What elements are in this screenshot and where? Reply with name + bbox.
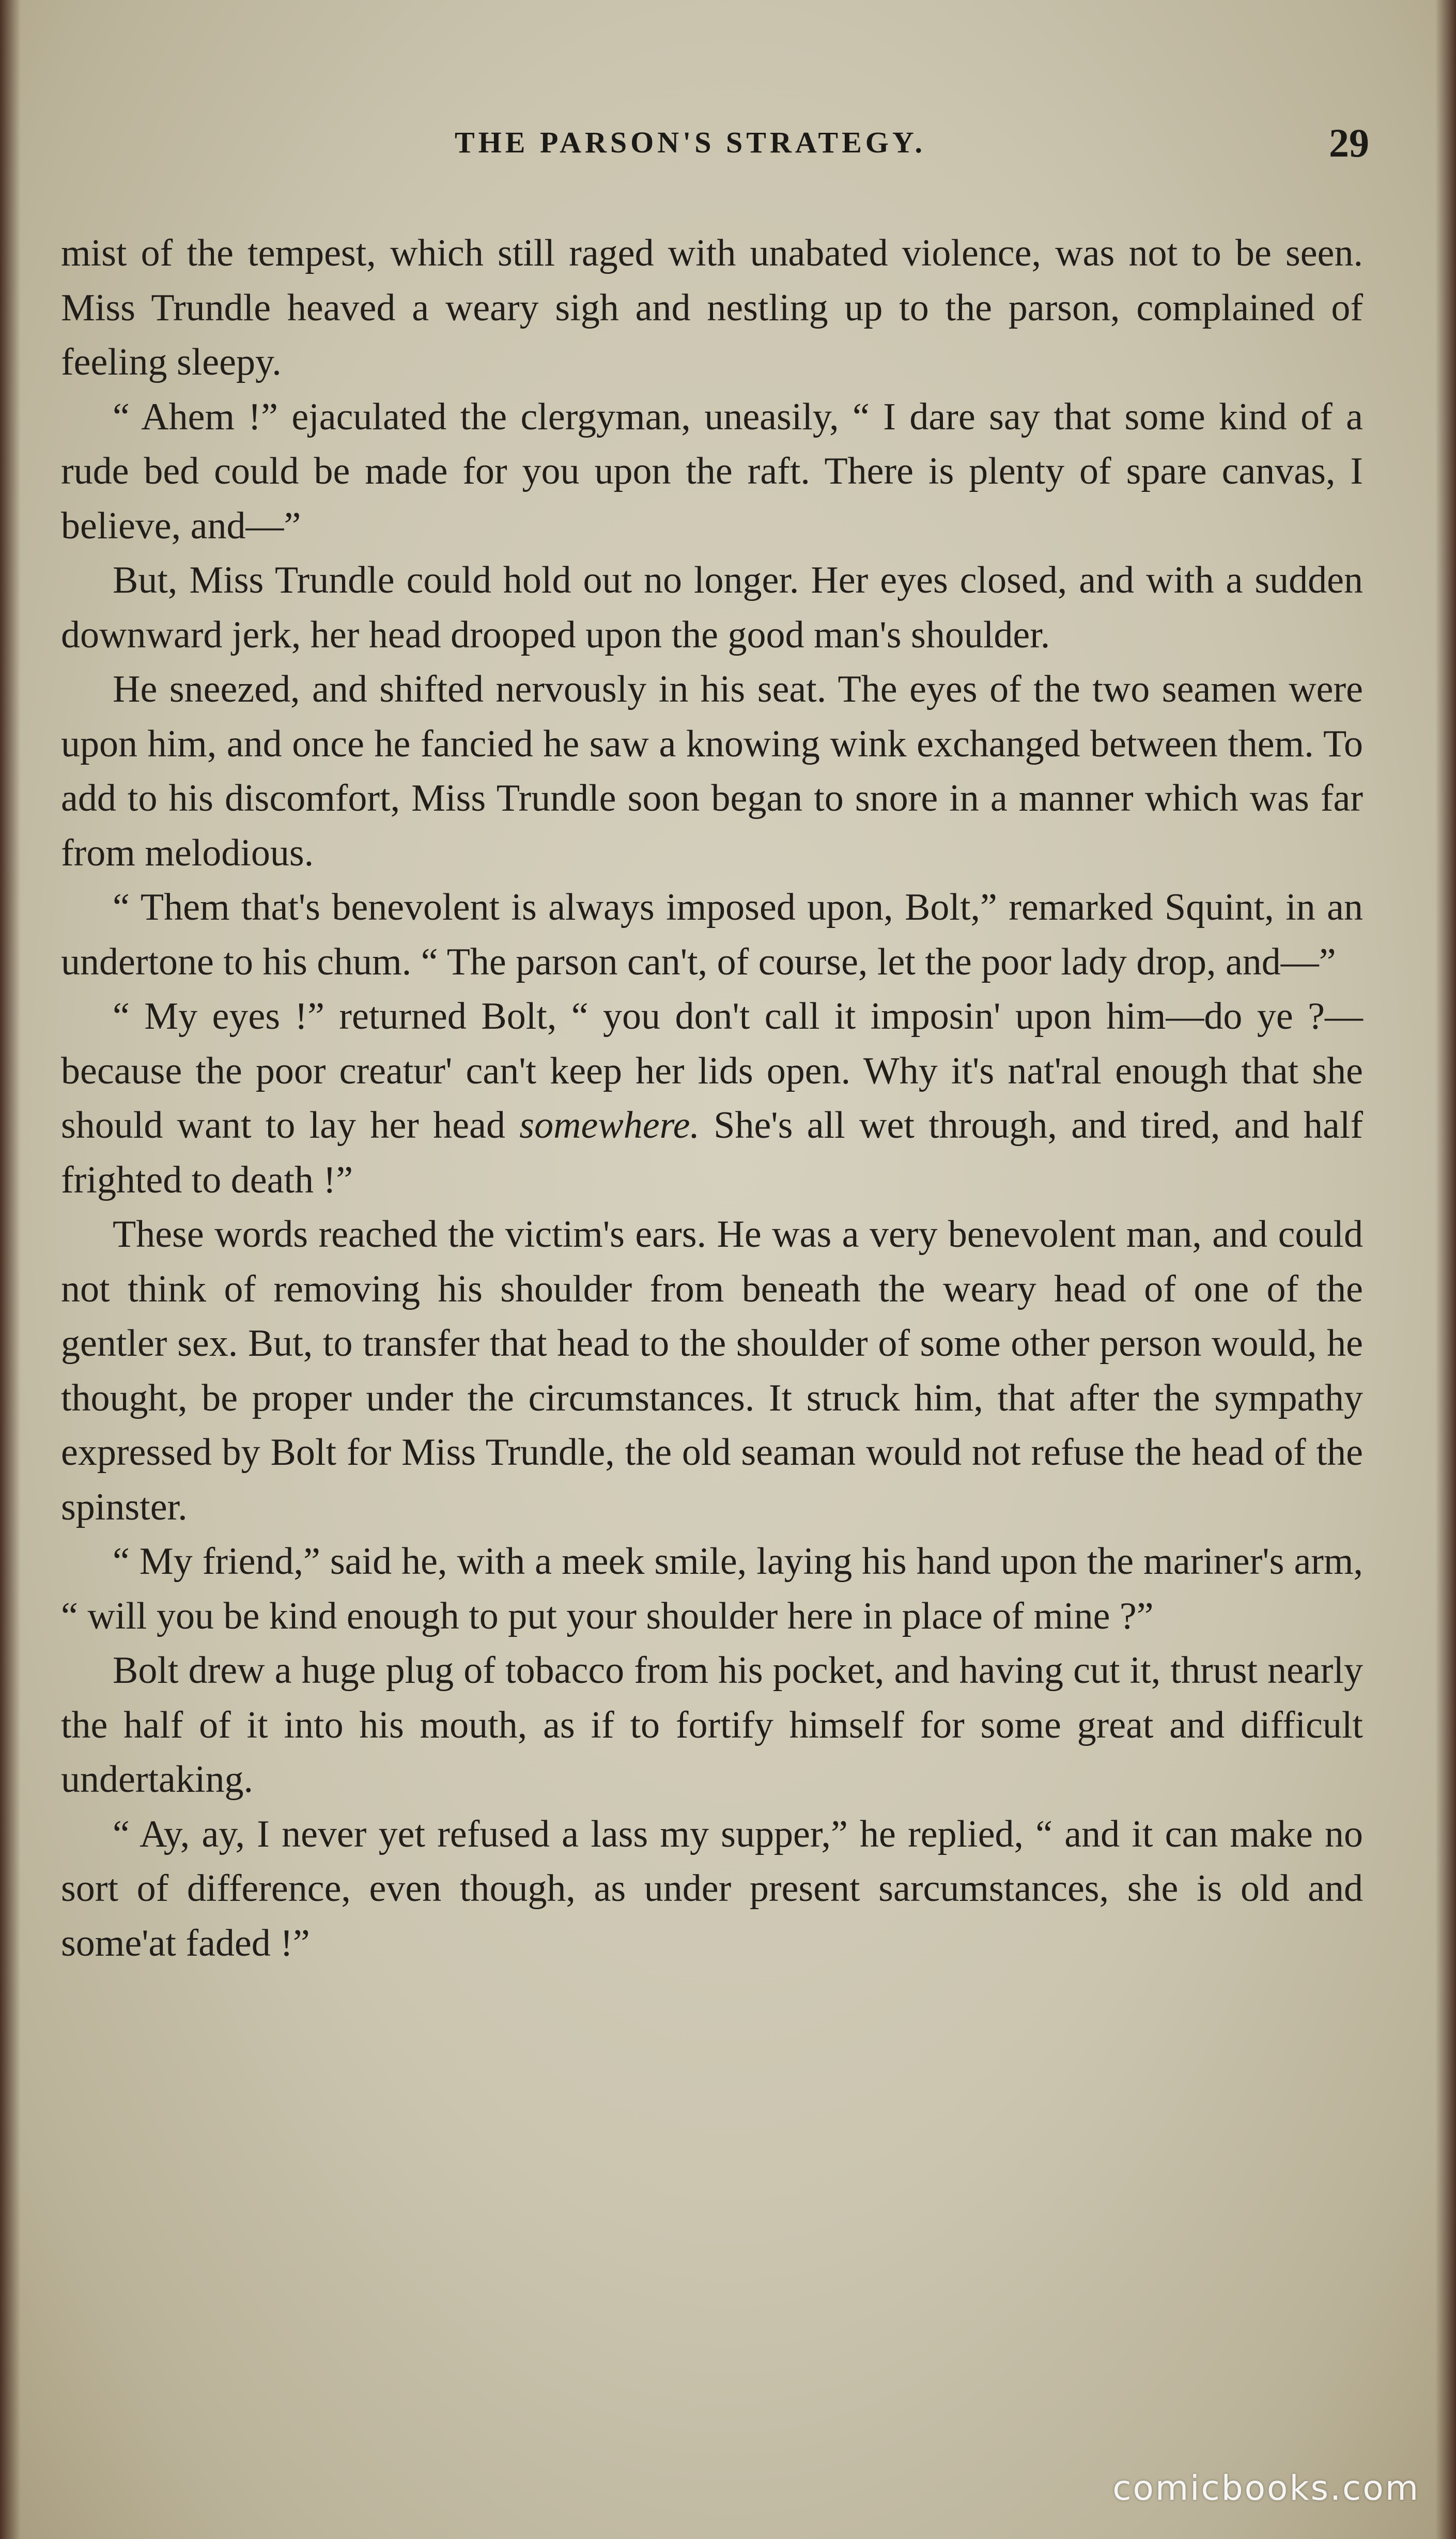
paragraph-4: He sneezed, and shifted nervously in his seat. The eyes of the two seamen were upon him, and once he fancied he saw a knowing wink exchanged between them. To add to his discomfort, Miss Trundle soon began to snore in a manner which was far from melodious. <box>61 668 1363 874</box>
paragraph-5: “ Them that's benevolent is always imposed upon, Bolt,” remarked Squint, in an undertone to his chum. “ The parson can't, of course, let the poor lady drop, and—” <box>61 886 1363 983</box>
italic-word: somewhere. <box>519 1104 700 1147</box>
body-text <box>61 226 1363 1971</box>
watermark: comicbooks.com <box>1112 2468 1420 2508</box>
page-header <box>62 120 1385 172</box>
paragraph-8: “ My friend,” said he, with a meek smile, laying his hand upon the mariner's arm, “ will you be kind enough to put your shoulder here in place of mine ?” <box>61 1540 1363 1637</box>
paragraph-2: “ Ahem !” ejaculated the clergyman, uneasily, “ I dare say that some kind of a rude bed could be made for you upon the raft. There is plenty of spare canvas, I believe, and—” <box>61 395 1363 547</box>
page-number: 29 <box>1329 120 1369 165</box>
paragraph-3: But, Miss Trundle could hold out no longer. Her eyes closed, and with a sudden downward jerk, her head drooped upon the good man's shoulder. <box>61 559 1363 656</box>
paragraph-6 <box>61 989 1363 1207</box>
paragraph-7: These words reached the victim's ears. He was a very benevolent man, and could not think of removing his shoulder from beneath the weary head of one of the gentler sex. But, to transfer that head to the shoulder of some other person would, he thought, be proper under the circumstances. It struck him, that after the sympathy expressed by Bolt for Miss Trundle, the old seaman would not refuse the head of the spinster. <box>61 1213 1363 1528</box>
page-edge-shadow-left <box>0 0 21 2539</box>
paragraph-10: “ Ay, ay, I never yet refused a lass my supper,” he replied, “ and it can make no sort of difference, even though, as under present sarcumstances, she is old and some'at faded !” <box>61 1813 1363 1964</box>
paragraph-9: Bolt drew a huge plug of tobacco from his pocket, and having cut it, thrust nearly the half of it into his mouth, as if to fortify himself for some great and difficult undertaking. <box>61 1649 1363 1801</box>
running-head: THE PARSON'S STRATEGY. <box>455 126 926 159</box>
paragraph-6-text-start: “ My eyes !” returned Bolt, “ you don't call it imposin' upon him—do ye ?—because the poor creatur' can't keep her lids open. Why it's nat'ral enough that she should want to lay her head <box>61 995 1363 1147</box>
page-edge-shadow-right <box>1435 0 1456 2539</box>
paragraph-1: mist of the tempest, which still raged with unabated violence, was not to be seen. Miss Trundle heaved a weary sigh and nestling up to the parson, complained of feeling sleepy. <box>61 232 1363 383</box>
paragraph-6-text-end: She's all wet through, and tired, and half frighted to death !” <box>61 1104 1364 1201</box>
